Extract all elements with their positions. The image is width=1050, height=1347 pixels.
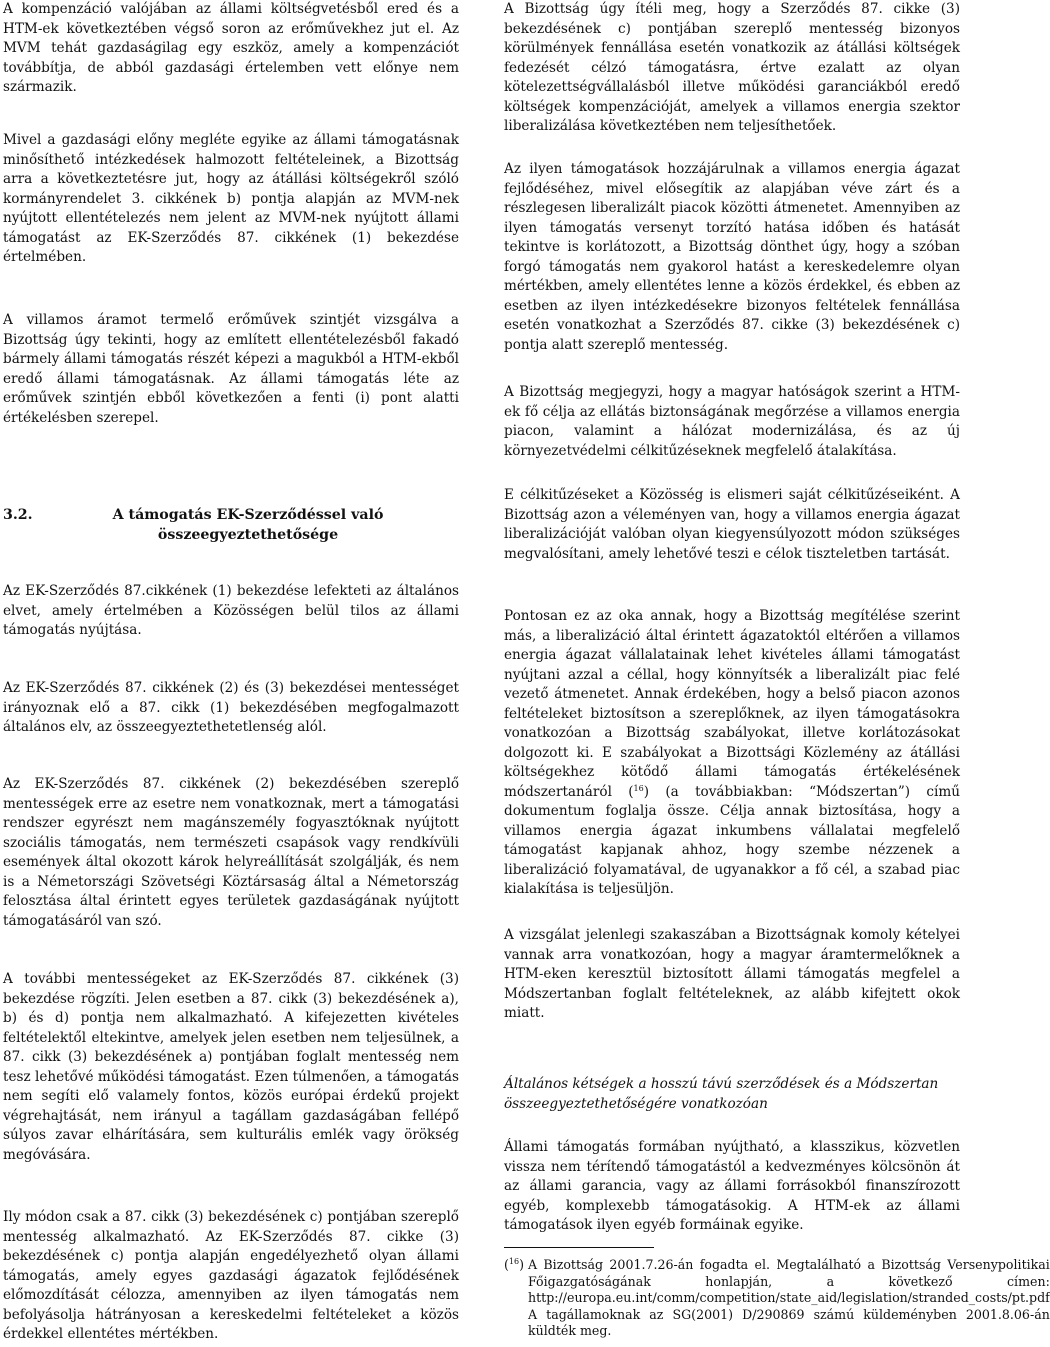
paragraph-text: Pontosan ez az oka annak, hogy a Bizottság megítélése szerint más, a liberalizáció által érintett ágazatoktól eltérően a villamos energia ágazat vállalatainak lehet kivételes állami támogatást nyújtani azzal a céllal, hogy könnyítsék a liberalizált piac felé vezető átmenetet. Annak érdekében, hogy a belső piacon azonos feltételeket biztosítson a szereplőknek, az ilyen támogatásokra vonatkozóan a Bizottság szabályokat, illetve korlátozásokat dolgozott ki. E szabályokat a Bizottsági Közlemény az átállási költségekhez kötődő állami támogatás értékelésének módszertanáról ( — [504, 608, 960, 800]
paragraph: E célkitűzéseket a Közösség is elismeri saját célkitűzéseiként. A Bizottság azon a véleményen van, hogy a villamos energia ágazat liberalizációját valóban olyan kiegyensúlyozott módon szükséges megvalósítani, amely lehetővé teszi e célok tiszteletben tartását. — [504, 487, 960, 562]
paragraph: Az EK-Szerződés 87. cikkének (2) és (3) bekezdései mentességet irányoznak elő a 87. cikk (1) bekezdésében megfogalmazott általános elv, az összeegyeztethetetlenség alól. — [3, 680, 459, 735]
paragraph — [504, 607, 960, 900]
paragraph: Az EK-Szerződés 87. cikkének (2) bekezdésében szereplő mentességek erre az esetre nem vonatkoznak, mert a támogatási rendszer egyrészt nem magánszemély fogyasztóknak nyújtott szociális támogatás, nem természeti csapások vagy rendkívüli események által okozott károk helyreállítását szolgálják, és nem is a Németországi Szövetségi Köztársaság által a Németország felosztása által érintett egyes területek gazdaságának nyújtott támogatásáról van szó. — [3, 776, 459, 929]
section-number: 3.2. — [3, 507, 33, 523]
paragraph: A vizsgálat jelenlegi szakaszában a Bizottságnak komoly kételyei vannak arra vonatkozóan, hogy a magyar áramtermelőknek a HTM-eken keresztül biztosított állami támogatás megfelel a Módszertanban foglalt feltételeknek, az alább kifejtett okok miatt. — [504, 927, 960, 1021]
footnote-reference: 16 — [633, 783, 644, 793]
paragraph: Mivel a gazdasági előny megléte egyike az állami támogatásnak minősíthető intézkedések halmozott feltételeinek, a Bizottság arra a következtetésre jut, hogy az átállási költségekről szóló kormányrendelet 3. cikkének b) pontja alapján az MVM-nek nyújtott ellentételezés nem jelent az MVM-nek nyújtott állami támogatást az EK-Szerződés 87. cikkének (1) bekezdése értelmében. — [3, 132, 459, 265]
paragraph: A további mentességeket az EK-Szerződés 87. cikkének (3) bekezdése rögzíti. Jelen esetben a 87. cikk (3) bekezdésének a), b) és d) pontja nem alkalmazható. A kifejezetten kivételes feltételektől eltekintve, amelyek jelen esetben nem teljesülnek, a 87. cikk (3) bekezdésének a) pontjában foglalt mentesség nem tesz lehetővé működési támogatást. Ezen túlmenően, a támogatás nem segíti elő valamely fontos, közös európai érdekű projekt végrehajtását, nem irányul a tagállam gazdaságában fellépő súlyos zavar elhárítására, sem kulturális emlék vagy örökség megóvására. — [3, 971, 459, 1163]
paragraph: Állami támogatás formában nyújtható, a klasszikus, közvetlen vissza nem térítendő támogatástól a kedvezményes kölcsönön át az állami garancia, vagy az állami forrásokból finanszírozott egyéb, komplexebb támogatásokig. A HTM-ek az állami támogatások ilyen egyéb formáinak egyike. — [504, 1139, 960, 1233]
paragraph: A Bizottság úgy ítéli meg, hogy a Szerződés 87. cikke (3) bekezdésének c) pontjában szereplő mentesség bizonyos körülmények fennállása esetén vonatkozik az átállási költségek fedezését célzó támogatásra, értve ezalatt az olyan kötelezettségvállalásból illetve működési garanciákból eredő költségek kompenzációját, amelyek a villamos energia szektor liberalizálása következtében nem teljesíthetőek. — [504, 1, 960, 134]
paragraph-text: ) (a továbbiakban: “Módszertan”) című dokumentum foglalja össze. Célja annak biztosítása, hogy a villamos energia ágazat inkumbens vállalatai megfelelő támogatást kapjanak ahhoz, hogy szembe nézzenek a liberalizáció folyamatával, de ugyanakkor a fő cél, a szabad piac kialakítása is teljesüljön. — [504, 783, 960, 897]
paragraph: A kompenzáció valójában az állami költségvetésből ered és a HTM-ek következtében végső soron az erőművekhez jut el. Az MVM tehát gazdaságilag egy eszköz, amely a kompenzációt továbbítja, de abból gazdasági értelemben vett előnye nem származik. — [3, 1, 459, 95]
paragraph: A villamos áramot termelő erőművek szintjét vizsgálva a Bizottság úgy tekinti, hogy az említett ellentételezésből fakadó bármely állami támogatás részét képezi a magukból a HTM-ekből eredő állami támogatásnak. Az állami támogatás léte az erőművek szintjén ebből következően a fenti (i) pont alatti értékelésben szerepel. — [3, 312, 459, 426]
section-subtitle: Általános kétségek a hosszú távú szerződések és a Módszertan összeegyeztethetőségére vonatkozóan — [504, 1076, 939, 1112]
paragraph: Ily módon csak a 87. cikk (3) bekezdésének c) pontjában szereplő mentesség alkalmazható. Az EK-Szerződés 87. cikke (3) bekezdésének c) pontja alapján engedélyezhető olyan állami támogatás, amely egyes gazdasági ágazatok fejlődésének előmozdítását célozza, amennyiben az ilyen támogatás nem befolyásolja hátrányosan a kereskedelmi feltételeket a közös érdekkel ellentétes mértékben. — [3, 1209, 459, 1342]
paragraph: A Bizottság megjegyzi, hogy a magyar hatóságok szerint a HTM-ek fő célja az ellátás biztonságának megőrzése a villamos energia piacon, valamint a hálózat modernizálása, és az új környezetvédelmi célkitűzéseknek megfelelő átalakítása. — [504, 384, 960, 459]
footnote-mark: ($^{16}$) — [504, 1257, 525, 1272]
footnote — [504, 1257, 1050, 1340]
section-heading — [3, 505, 459, 545]
footnote-divider — [504, 1247, 654, 1248]
paragraph: Az EK-Szerződés 87.cikkének (1) bekezdése lefekteti az általános elvet, amely értelmében a Közösségen belül tilos az állami támogatás nyújtása. — [3, 583, 459, 638]
footnote-text: A Bizottság 2001.7.26-án fogadta el. Megtalálható a Bizottság Versenypolitikai Főigazgatóságának honlapján, a következő címen: http://europa.eu.int/comm/competition/state_aid/legislation/stranded_costs/pt.pdf A tagállamoknak az SG(2001) D/290869 számú küldeményben 2001.8.06-án küldték meg. — [528, 1257, 1050, 1338]
paragraph: Az ilyen támogatások hozzájárulnak a villamos energia ágazat fejlődéséhez, mivel elősegítik az alapjában véve zárt és a részlegesen liberalizált piacok közötti átmenetet. Amennyiben az ilyen támogatás versenyt torzító hatása időben és hatását tekintve is korlátozott, a Bizottság dönthet úgy, hogy a szóban forgó támogatás nem gyakorol hatást a kereskedelemre olyan mértékben, amely ellentétes lenne a közös érdekkel, és ebben az esetben az ilyen intézkedésekre bizonyos feltételek fennállása esetén vonatkozhat a Szerződés 87. cikke (3) bekezdésének c) pontja alatt szereplő mentesség. — [504, 161, 960, 353]
section-title: A támogatás EK-Szerződéssel való összeegyeztethetősége — [112, 507, 384, 543]
footnote-number: 16 — [508, 1257, 520, 1266]
